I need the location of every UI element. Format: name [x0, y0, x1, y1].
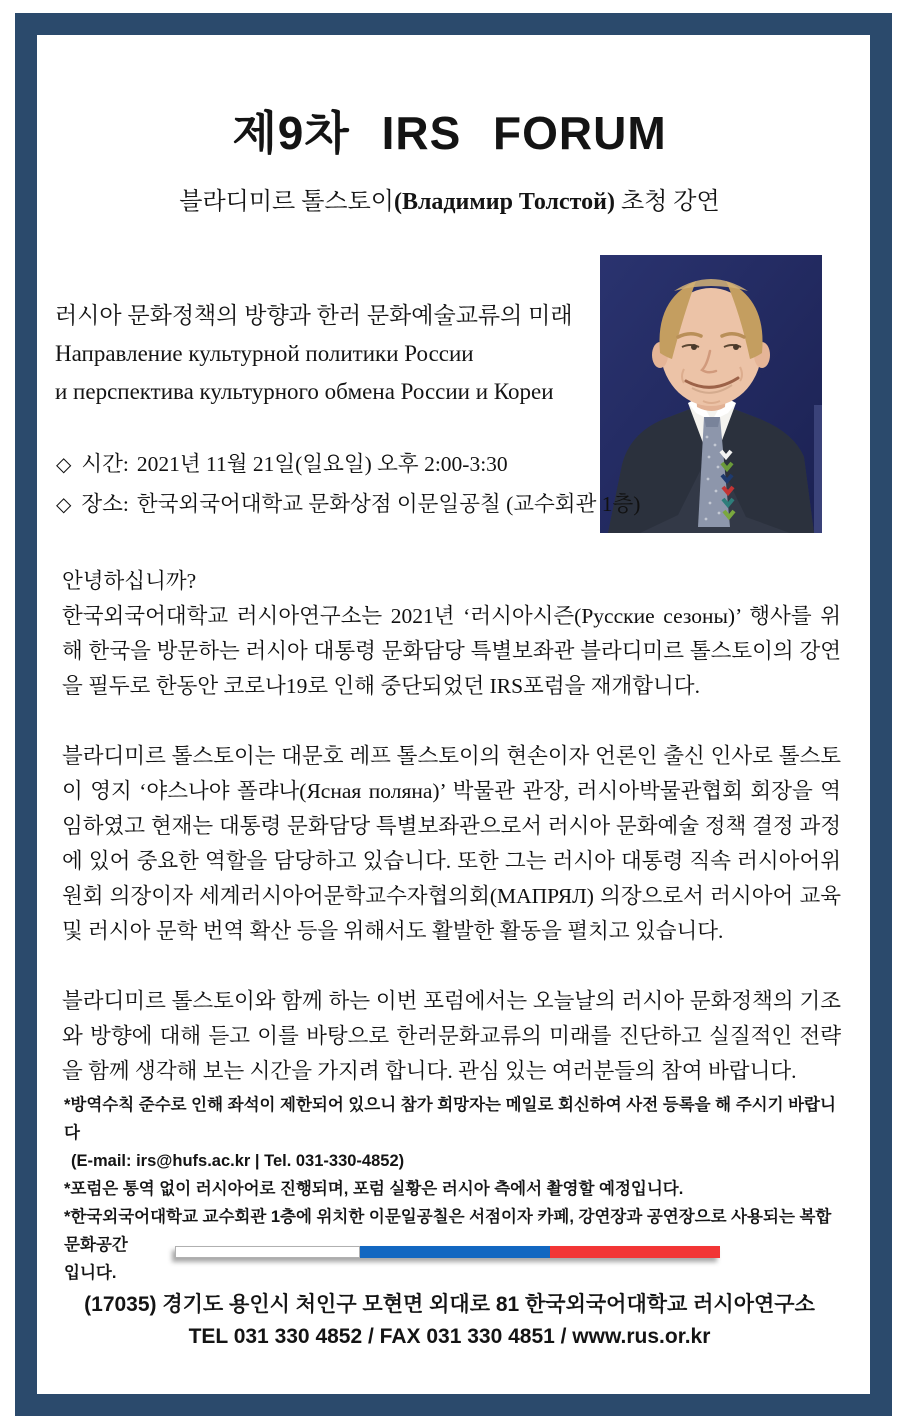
meta-place-value: 한국외국어대학교 문화상점 이문일공칠 (교수회관 1층) [136, 492, 641, 516]
meta-place-label: 장소: [81, 492, 129, 516]
subtitle-speaker-korean: 블라디미르 톨스토이 [179, 189, 394, 215]
flag-white-segment [175, 1246, 360, 1258]
event-meta [56, 445, 640, 525]
body-paragraph-3: 블라디미르 톨스토이와 함께 하는 이번 포럼에서는 오늘날의 러시아 문화정책의 기조와 방향에 대해 듣고 이를 바탕으로 한러문화교류의 미래를 진단하고 실질적인 전략을 함께 생각해 보는 시간을 가지려 합니다. 관심 있는 여러분들의 참여 바랍니다. [62, 989, 841, 1083]
footnote-email-tel: (E-mail: irs@hufs.ac.kr | Tel. 031-330-4852) [71, 1152, 405, 1170]
meta-time-value: 2021년 11월 21일(일요일) 오후 2:00-3:30 [136, 452, 508, 476]
meta-item-time [56, 445, 640, 485]
meta-time-label: 시간: [81, 452, 129, 476]
event-subtitle [0, 181, 899, 216]
topic-line-russian-2: и перспектива культурного обмена России и Кореи [55, 379, 554, 404]
body-paragraph-1: 한국외국어대학교 러시아연구소는 2021년 ‘러시아시즌(Русские сезоны)’ 행사를 위해 한국을 방문하는 러시아 대통령 문화담당 특별보좌관 블라디미르 톨스토이의 강연을 필두로 한동안 코로나19로 인해 중단되었던 IRS포럼을 재개합니다. [62, 604, 841, 698]
diamond-icon: ◇ [56, 454, 72, 476]
topic-line-korean: 러시아 문화정책의 방향과 한러 문화예술교류의 미래 [55, 303, 573, 328]
meta-item-place [56, 485, 640, 525]
body-paragraph-2: 블라디미르 톨스토이는 대문호 레프 톨스토이의 현손이자 언론인 출신 인사로 톨스토이 영지 ‘야스나야 폴랴나(Ясная поляна)’ 박물관 관장, 러시아박물관협회 회장을 역임하였고 현재는 대통령 문화담당 특별보좌관으로서 러시아 문화예술 정책 결정 과정에 있어 중요한 역할을 담당하고 있습니다. 또한 그는 러시아 대통령 직속 러시아어위원회 의장이자 세계러시아어문학교수자협의회(МАПРЯЛ) 의장으로서 러시아어 교육 및 러시아 문학 번역 확산 등을 위해서도 활발한 활동을 펼치고 있습니다. [62, 744, 841, 943]
footnote-registration: *방역수칙 준수로 인해 좌석이 제한되어 있으니 참가 희망자는 메일로 회신하여 사전 등록을 해 주시기 바랍니다 [64, 1096, 836, 1142]
subtitle-lecture-label: 초청 강연 [614, 189, 720, 215]
footer-contact: TEL 031 330 4852 / FAX 031 330 4851 / www.rus.or.kr [188, 1325, 711, 1348]
topic-line-russian-1: Направление культурной политики России [55, 341, 474, 366]
russian-flag-divider [175, 1246, 720, 1258]
greeting-line: 안녕하십니까? [62, 569, 197, 593]
invitation-body [62, 564, 841, 1124]
footnote-language: *포럼은 통역 없이 러시아어로 진행되며, 포럼 실황은 러시아 측에서 촬영할 예정입니다. [64, 1180, 684, 1198]
footer [0, 1289, 899, 1353]
flag-blue-segment [360, 1246, 550, 1258]
footnote-venue: *한국외국어대학교 교수회관 1층에 위치한 이문일공칠은 서점이자 카페, 강연장과 공연장으로 사용되는 복합문화공간 [64, 1208, 832, 1254]
event-title: 제9차 IRS FORUM [232, 107, 667, 159]
subtitle-speaker-russian: (Владимир Толстой) [393, 189, 615, 215]
footer-address: (17035) 경기도 용인시 처인구 모현면 외대로 81 한국외국어대학교 러시아연구소 [84, 1293, 815, 1316]
diamond-icon: ◇ [56, 494, 72, 516]
flag-red-segment [550, 1246, 720, 1258]
footnote-venue-wrap: 입니다. [64, 1264, 117, 1282]
lecture-topic [55, 297, 573, 411]
